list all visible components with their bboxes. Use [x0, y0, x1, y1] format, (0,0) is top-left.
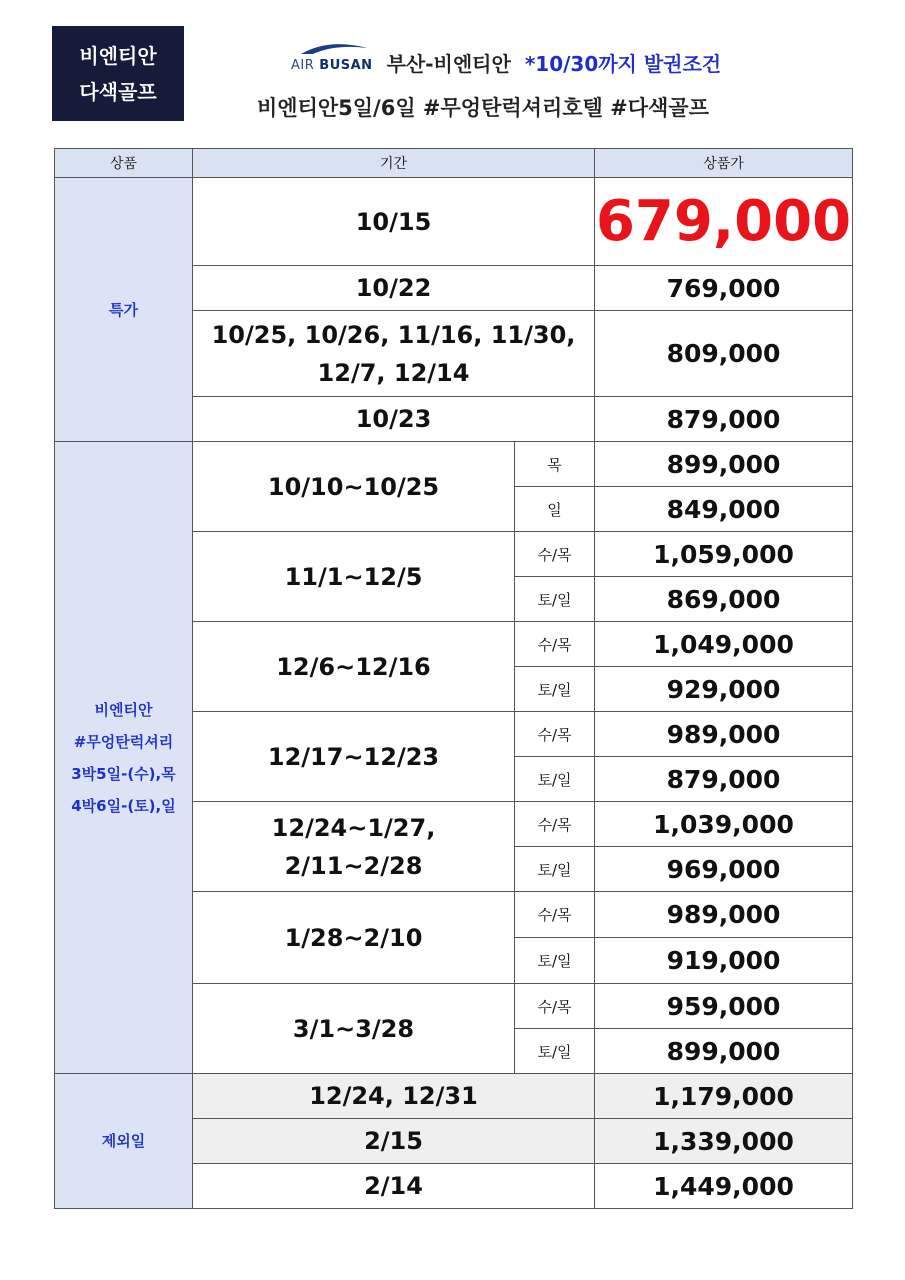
column-header-product: 상품	[55, 149, 193, 178]
price-cell: 1,059,000	[595, 532, 853, 577]
period-cell	[193, 984, 515, 1074]
column-header-price: 상품가	[595, 149, 853, 178]
period-line: 12/24~1/27,	[271, 813, 436, 842]
price-cell: 769,000	[595, 266, 853, 311]
price-highlight: 679,000	[595, 178, 853, 266]
category-line: 3박5일-(수),목	[71, 764, 176, 783]
table-row	[55, 442, 853, 487]
period-cell: 2/14	[193, 1164, 595, 1209]
price-cell: 1,449,000	[595, 1164, 853, 1209]
weekday-cell: 수/목	[515, 622, 595, 667]
period-cell	[193, 892, 515, 984]
period-cell	[193, 802, 515, 892]
period-line: 12/6~12/16	[276, 652, 431, 681]
weekday-cell: 목	[515, 442, 595, 487]
weekday-cell: 수/목	[515, 892, 595, 938]
period-line-2: 12/7, 12/14	[317, 358, 470, 387]
price-cell: 879,000	[595, 757, 853, 802]
weekday-cell: 수/목	[515, 802, 595, 847]
weekday-cell: 토/일	[515, 577, 595, 622]
price-cell: 1,049,000	[595, 622, 853, 667]
period-cell	[193, 311, 595, 397]
table-row	[55, 1074, 853, 1119]
period-cell	[193, 532, 515, 622]
logo-busan-text: BUSAN	[319, 57, 373, 73]
weekday-cell: 수/목	[515, 532, 595, 577]
category-line: 비엔티안	[94, 700, 153, 719]
badge-line-2: 다색골프	[79, 79, 157, 104]
period-line: 12/17~12/23	[267, 742, 440, 771]
price-cell: 989,000	[595, 892, 853, 938]
weekday-cell: 토/일	[515, 667, 595, 712]
weekday-cell: 수/목	[515, 984, 595, 1029]
route-text: 부산-비엔티안	[386, 51, 511, 76]
price-cell: 1,179,000	[595, 1074, 853, 1119]
product-badge	[52, 26, 184, 121]
category-line: #무엉탄럭셔리	[73, 732, 174, 751]
price-cell: 869,000	[595, 577, 853, 622]
category-regular	[55, 442, 193, 1074]
table-row	[55, 178, 853, 266]
period-line: 1/28~2/10	[284, 923, 423, 952]
column-header-period: 기간	[193, 149, 595, 178]
period-line: 3/1~3/28	[292, 1014, 415, 1043]
price-cell: 1,339,000	[595, 1119, 853, 1164]
period-cell: 12/24, 12/31	[193, 1074, 595, 1119]
price-cell: 989,000	[595, 712, 853, 757]
price-cell: 1,039,000	[595, 802, 853, 847]
period-cell	[193, 622, 515, 712]
category-special: 특가	[55, 178, 193, 442]
category-excluded: 제외일	[55, 1074, 193, 1209]
period-cell	[193, 712, 515, 802]
period-line: 2/11~2/28	[284, 851, 423, 880]
period-cell: 10/23	[193, 397, 595, 442]
period-cell	[193, 442, 515, 532]
period-line: 10/10~10/25	[267, 472, 440, 501]
deadline-text: *10/30까지 발권조건	[524, 51, 722, 76]
price-cell: 899,000	[595, 442, 853, 487]
logo-air-text: AIR	[291, 57, 315, 73]
category-line: 4박6일-(토),일	[71, 796, 176, 815]
price-cell: 849,000	[595, 487, 853, 532]
weekday-cell: 토/일	[515, 1029, 595, 1074]
price-cell: 969,000	[595, 847, 853, 892]
price-cell: 959,000	[595, 984, 853, 1029]
price-cell: 899,000	[595, 1029, 853, 1074]
period-cell: 2/15	[193, 1119, 595, 1164]
weekday-cell: 토/일	[515, 847, 595, 892]
table-header-row	[55, 149, 853, 178]
air-busan-logo	[291, 52, 373, 73]
period-cell: 10/22	[193, 266, 595, 311]
period-cell: 10/15	[193, 178, 595, 266]
weekday-cell: 수/목	[515, 712, 595, 757]
weekday-cell: 토/일	[515, 757, 595, 802]
weekday-cell: 토/일	[515, 938, 595, 984]
wing-icon	[299, 42, 369, 56]
period-line: 11/1~12/5	[284, 562, 423, 591]
price-cell: 929,000	[595, 667, 853, 712]
badge-line-1: 비엔티안	[79, 43, 157, 68]
price-cell: 879,000	[595, 397, 853, 442]
header-title-row	[195, 36, 885, 88]
weekday-cell: 일	[515, 487, 595, 532]
period-line-1: 10/25, 10/26, 11/16, 11/30,	[211, 320, 576, 349]
page-header	[195, 36, 885, 128]
price-cell: 809,000	[595, 311, 853, 397]
price-table	[54, 148, 853, 1209]
price-cell: 919,000	[595, 938, 853, 984]
header-subtitle: 비엔티안5일/6일 #무엉탄럭셔리호텔 #다색골프	[257, 96, 709, 120]
